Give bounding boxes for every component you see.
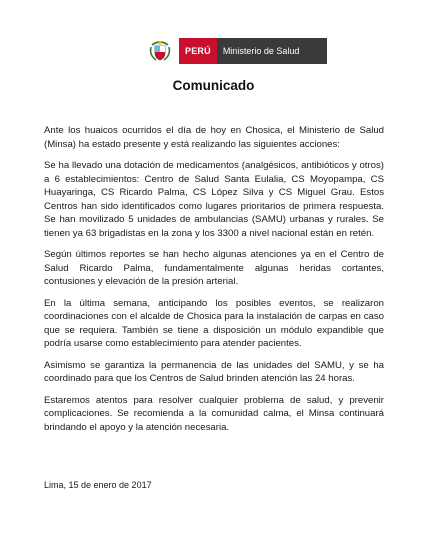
- paragraph-intro: Ante los huaicos ocurridos el día de hoy en Chosica, el Ministerio de Salud (Minsa) ha estado presente y está realizando las siguientes acciones:: [44, 125, 384, 150]
- date-signoff: Lima, 15 de enero de 2017: [44, 480, 152, 490]
- document-body: [44, 124, 384, 442]
- paragraph-coordination: En la última semana, anticipando los posibles eventos, se realizaron coordinaciones con el alcalde de Chosica para la instalación de carpas en caso que se requiera. También se tiene a disposición un módulo expandible que podría usarse como establecimiento para atender pacientes.: [44, 297, 384, 349]
- document-title: Comunicado: [172, 78, 255, 93]
- paragraph-medicines: Se ha llevado una dotación de medicamentos (analgésicos, antibióticos y otros) a 6 establecimientos: Centro de Salud Santa Eulalia, CS Moyopampa, CS Huayaringa, CS Ricardo Palma, CS López Silva y CS Miguel Grau. Estos Centros han sido identificados como lugares prioritarios de primera respuesta. Se han movilizado 5 unidades de ambulancias (SAMU) urbanas y rurales. Se tienen ya 63 brigadistas en la zona y los 3300 a nivel nacional están en retén.: [44, 160, 384, 239]
- paragraph-reports: Según últimos reportes se han hecho algunas atenciones ya en el Centro de Salud Ricardo Palma, fundamentalmente algunas heridas cortantes, contusiones y elevación de la presión arterial.: [44, 249, 384, 287]
- peru-label: PERÚ: [179, 38, 217, 64]
- paragraph-samu: Asimismo se garantiza la permanencia de las unidades del SAMU, y se ha coordinado para que los Centros de Salud brinden atención las 24 horas.: [44, 359, 384, 384]
- coat-of-arms-icon: [147, 38, 173, 64]
- ministry-label: Ministerio de Salud: [217, 38, 328, 64]
- paragraph-closing: Estaremos atentos para resolver cualquier problema de salud, y prevenir complicaciones. Se recomienda a la comunidad calma, el Minsa continuará brindando el apoyo y la atención necesaria.: [44, 394, 384, 433]
- ministry-header-logo: [147, 38, 327, 64]
